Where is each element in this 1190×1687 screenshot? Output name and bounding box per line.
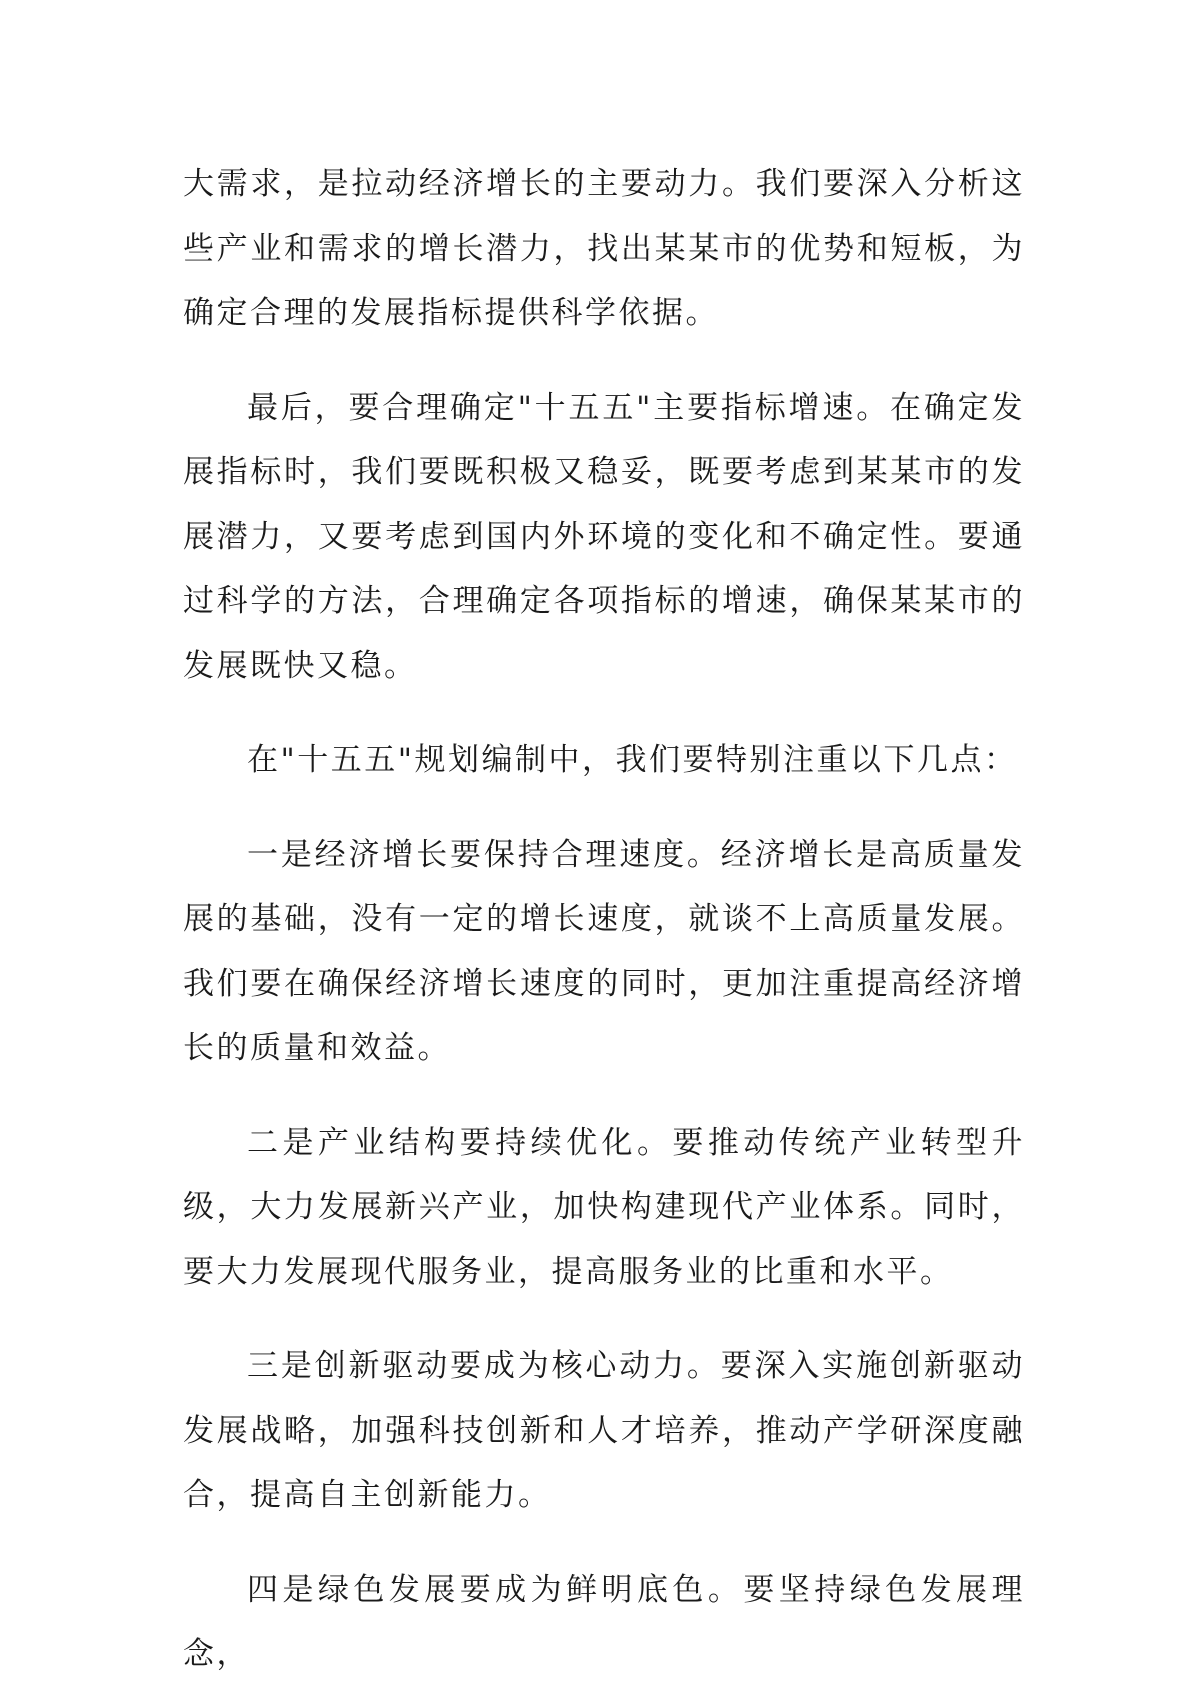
paragraph-point-three: 三是创新驱动要成为核心动力。要深入实施创新驱动发展战略，加强科技创新和人才培养，推动产学研深度融合，提高自主创新能力。 bbox=[183, 1348, 1025, 1513]
paragraph-point-two: 二是产业结构要持续优化。要推动传统产业转型升级，大力发展新兴产业，加快构建现代产业体系。同时，要大力发展现代服务业，提高服务业的比重和水平。 bbox=[183, 1124, 1025, 1290]
paragraph-indicator-growth: 最后，要合理确定"十五五"主要指标增速。在确定发展指标时，我们要既积极又稳妥，既要考虑到某某市的发展潜力，又要考虑到国内外环境的变化和不确定性。要通过科学的方法，合理确定各项指标的增速，确保某某市的发展既快又稳。 bbox=[183, 389, 1025, 684]
document-body bbox=[183, 152, 1025, 1687]
paragraph-demand-analysis: 大需求，是拉动经济增长的主要动力。我们要深入分析这些产业和需求的增长潜力，找出某某市的优势和短板，为确定合理的发展指标提供科学依据。 bbox=[183, 166, 1025, 331]
paragraph-point-four: 四是绿色发展要成为鲜明底色。要坚持绿色发展理念， bbox=[183, 1571, 1025, 1672]
paragraph-point-one: 一是经济增长要保持合理速度。经济增长是高质量发展的基础，没有一定的增长速度，就谈不上高质量发展。我们要在确保经济增长速度的同时，更加注重提高经济增长的质量和效益。 bbox=[183, 836, 1025, 1066]
paragraph-key-points-intro: 在"十五五"规划编制中，我们要特别注重以下几点： bbox=[247, 742, 1018, 778]
